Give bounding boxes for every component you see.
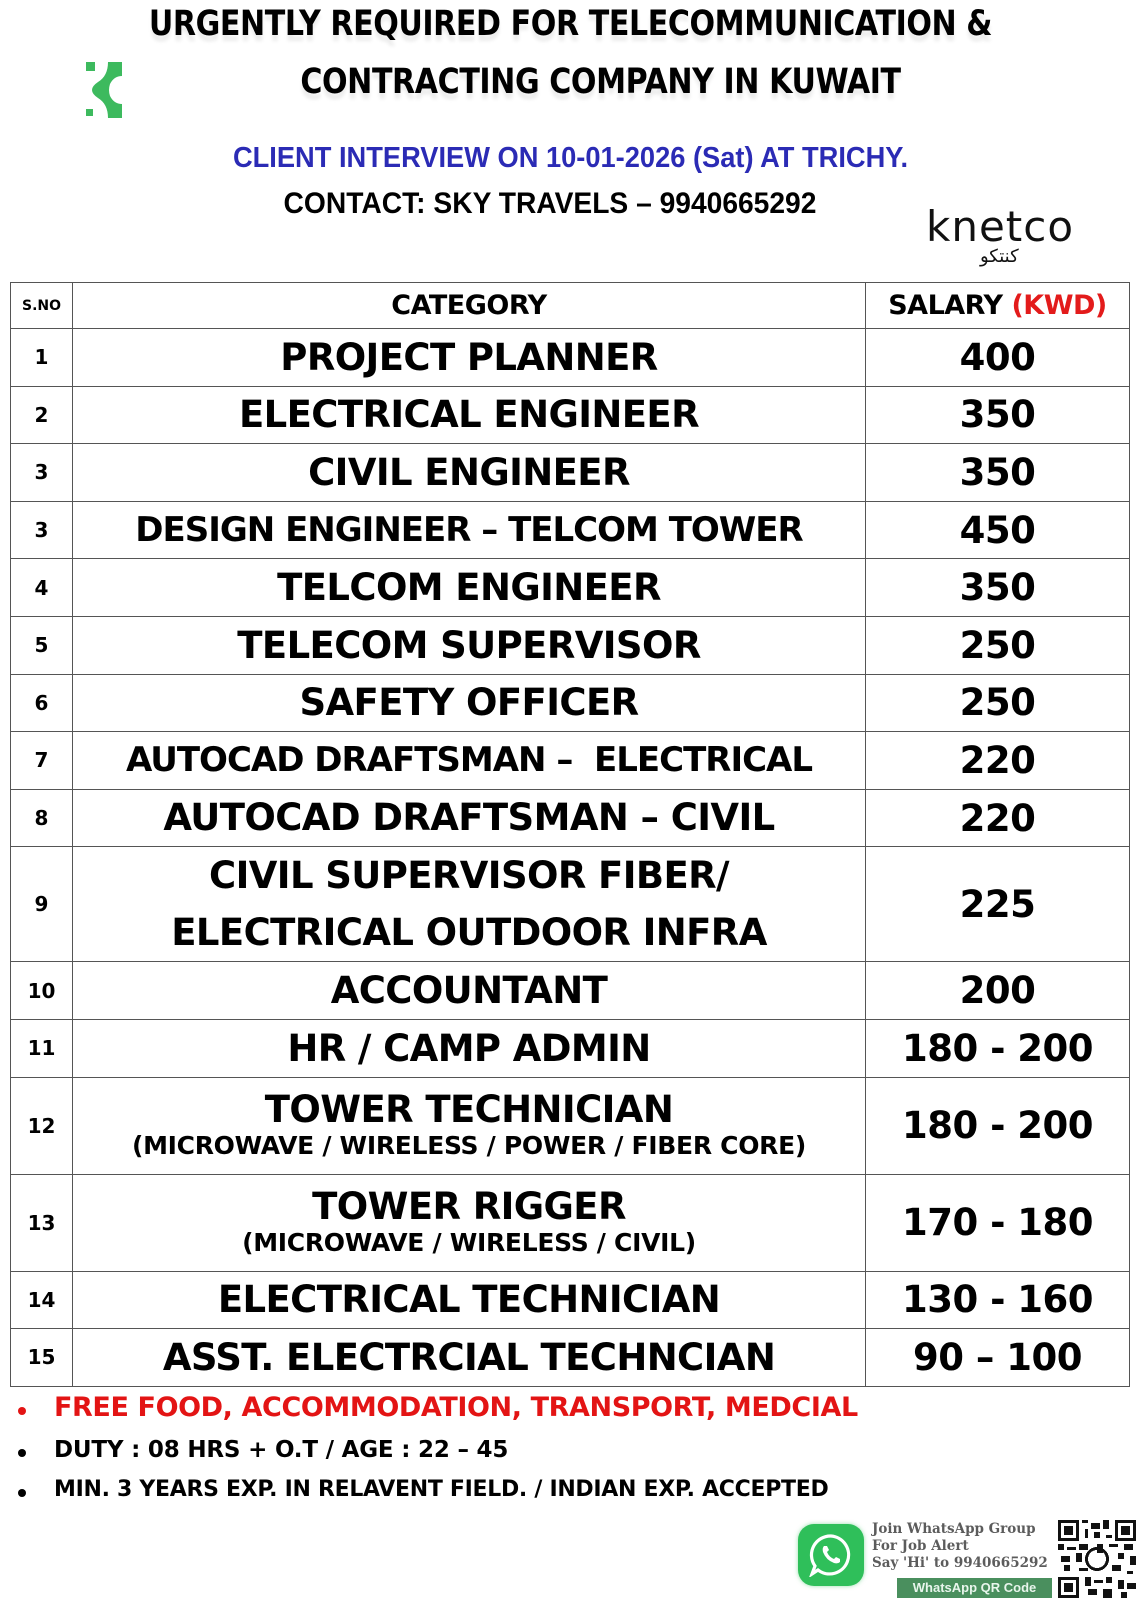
row-category-subtitle: (MICROWAVE / WIRELESS / POWER / FIBER CORE) [131, 1131, 807, 1160]
table-row [11, 962, 1130, 1020]
row-sno: 4 [11, 559, 73, 617]
row-category: ELECTRICAL ENGINEER [73, 386, 866, 444]
whatsapp-banner[interactable] [794, 1520, 1141, 1600]
row-category: AUTOCAD DRAFTSMAN – CIVIL [73, 789, 866, 847]
row-salary: 225 [866, 847, 1130, 962]
table-row [11, 1329, 1130, 1387]
table-row [11, 444, 1130, 502]
row-category [73, 1077, 866, 1174]
row-sno: 3 [11, 501, 73, 559]
table-row [11, 329, 1130, 387]
row-category [73, 847, 866, 962]
row-salary: 400 [866, 329, 1130, 387]
table-row [11, 789, 1130, 847]
interview-info: CLIENT INTERVIEW ON 10-01-2026 (Sat) AT TRICHY. [232, 142, 909, 174]
row-salary: 350 [866, 559, 1130, 617]
whatsapp-icon[interactable] [798, 1524, 864, 1586]
row-salary: 180 - 200 [866, 1077, 1130, 1174]
row-sno: 2 [11, 386, 73, 444]
row-category: SAFETY OFFICER [73, 674, 866, 732]
benefits-list [14, 1392, 1014, 1517]
row-salary: 450 [866, 501, 1130, 559]
row-category-title: TOWER RIGGER [312, 1184, 626, 1228]
row-sno: 1 [11, 329, 73, 387]
row-sno: 15 [11, 1329, 73, 1387]
table-row [11, 386, 1130, 444]
row-category: TELECOM SUPERVISOR [73, 616, 866, 674]
row-salary: 250 [866, 674, 1130, 732]
row-salary: 350 [866, 444, 1130, 502]
column-header-sno: S.NO [11, 283, 73, 329]
row-category: DESIGN ENGINEER – TELCOM TOWER [73, 501, 866, 559]
benefit-note-free-services: FREE FOOD, ACCOMMODATION, TRANSPORT, MEDCIAL [14, 1392, 1014, 1437]
table-row [11, 732, 1130, 790]
whatsapp-line-3: Say 'Hi' to 9940665292 [872, 1555, 1048, 1571]
salary-label: SALARY [888, 290, 1003, 321]
row-salary: 130 - 160 [866, 1271, 1130, 1329]
jobs-table [10, 282, 1130, 1387]
row-sno: 13 [11, 1174, 73, 1271]
table-row [11, 674, 1130, 732]
row-sno: 14 [11, 1271, 73, 1329]
experience-note: MIN. 3 YEARS EXP. IN RELAVENT FIELD. / INDIAN EXP. ACCEPTED [14, 1477, 1014, 1517]
row-sno: 12 [11, 1077, 73, 1174]
row-sno: 7 [11, 732, 73, 790]
row-sno: 6 [11, 674, 73, 732]
table-row [11, 559, 1130, 617]
row-category: HR / CAMP ADMIN [73, 1019, 866, 1077]
table-row [11, 1077, 1130, 1174]
row-category-subtitle: (MICROWAVE / WIRELESS / CIVIL) [242, 1228, 696, 1257]
row-salary: 90 – 100 [866, 1329, 1130, 1387]
row-salary: 220 [866, 732, 1130, 790]
contact-info: CONTACT: SKY TRAVELS – 9940665292 [283, 187, 817, 220]
row-category: TELCOM ENGINEER [73, 559, 866, 617]
qr-code-icon[interactable] [1058, 1520, 1136, 1598]
row-sno: 5 [11, 616, 73, 674]
row-salary: 250 [866, 616, 1130, 674]
row-category: ASST. ELECTRCIAL TECHNCIAN [73, 1329, 866, 1387]
row-sno: 9 [11, 847, 73, 962]
column-header-salary [866, 283, 1130, 329]
row-salary: 220 [866, 789, 1130, 847]
whatsapp-text [872, 1521, 1052, 1572]
currency-label: (KWD) [1011, 290, 1107, 321]
row-category: PROJECT PLANNER [73, 329, 866, 387]
row-category: ACCOUNTANT [73, 962, 866, 1020]
table-row [11, 501, 1130, 559]
row-category: ELECTRICAL TECHNICIAN [73, 1271, 866, 1329]
row-sno: 8 [11, 789, 73, 847]
row-category-line-1: CIVIL SUPERVISOR FIBER/ [209, 854, 729, 898]
knetco-logo-text: knetco [926, 202, 1075, 251]
row-category: AUTOCAD DRAFTSMAN – ELECTRICAL [73, 732, 866, 790]
row-salary: 180 - 200 [866, 1019, 1130, 1077]
row-sno: 10 [11, 962, 73, 1020]
knetco-logo-arabic: كنتكو [980, 246, 1019, 267]
row-salary: 170 - 180 [866, 1174, 1130, 1271]
knetco-logo [926, 202, 1136, 274]
table-row [11, 616, 1130, 674]
duty-age-note: DUTY : 08 HRS + O.T / AGE : 22 – 45 [14, 1437, 1014, 1477]
row-sno: 11 [11, 1019, 73, 1077]
column-header-category: CATEGORY [73, 283, 866, 329]
table-row [11, 1174, 1130, 1271]
headline-line-1: URGENTLY REQUIRED FOR TELECOMMUNICATION & [148, 4, 993, 44]
row-category-title: TOWER TECHNICIAN [264, 1087, 674, 1131]
row-category [73, 1174, 866, 1271]
whatsapp-line-2: For Job Alert [872, 1538, 969, 1554]
table-header-row [11, 283, 1130, 329]
row-sno: 3 [11, 444, 73, 502]
table-row [11, 1271, 1130, 1329]
table-row [11, 1019, 1130, 1077]
row-category-line-2: ELECTRICAL OUTDOOR INFRA [171, 911, 767, 955]
row-salary: 350 [866, 386, 1130, 444]
headline-line-2: CONTRACTING COMPANY IN KUWAIT [300, 62, 901, 102]
whatsapp-line-1: Join WhatsApp Group [872, 1521, 1036, 1537]
whatsapp-qr-label: WhatsApp QR Code [897, 1578, 1052, 1598]
row-category: CIVIL ENGINEER [73, 444, 866, 502]
table-row [11, 847, 1130, 962]
row-salary: 200 [866, 962, 1130, 1020]
